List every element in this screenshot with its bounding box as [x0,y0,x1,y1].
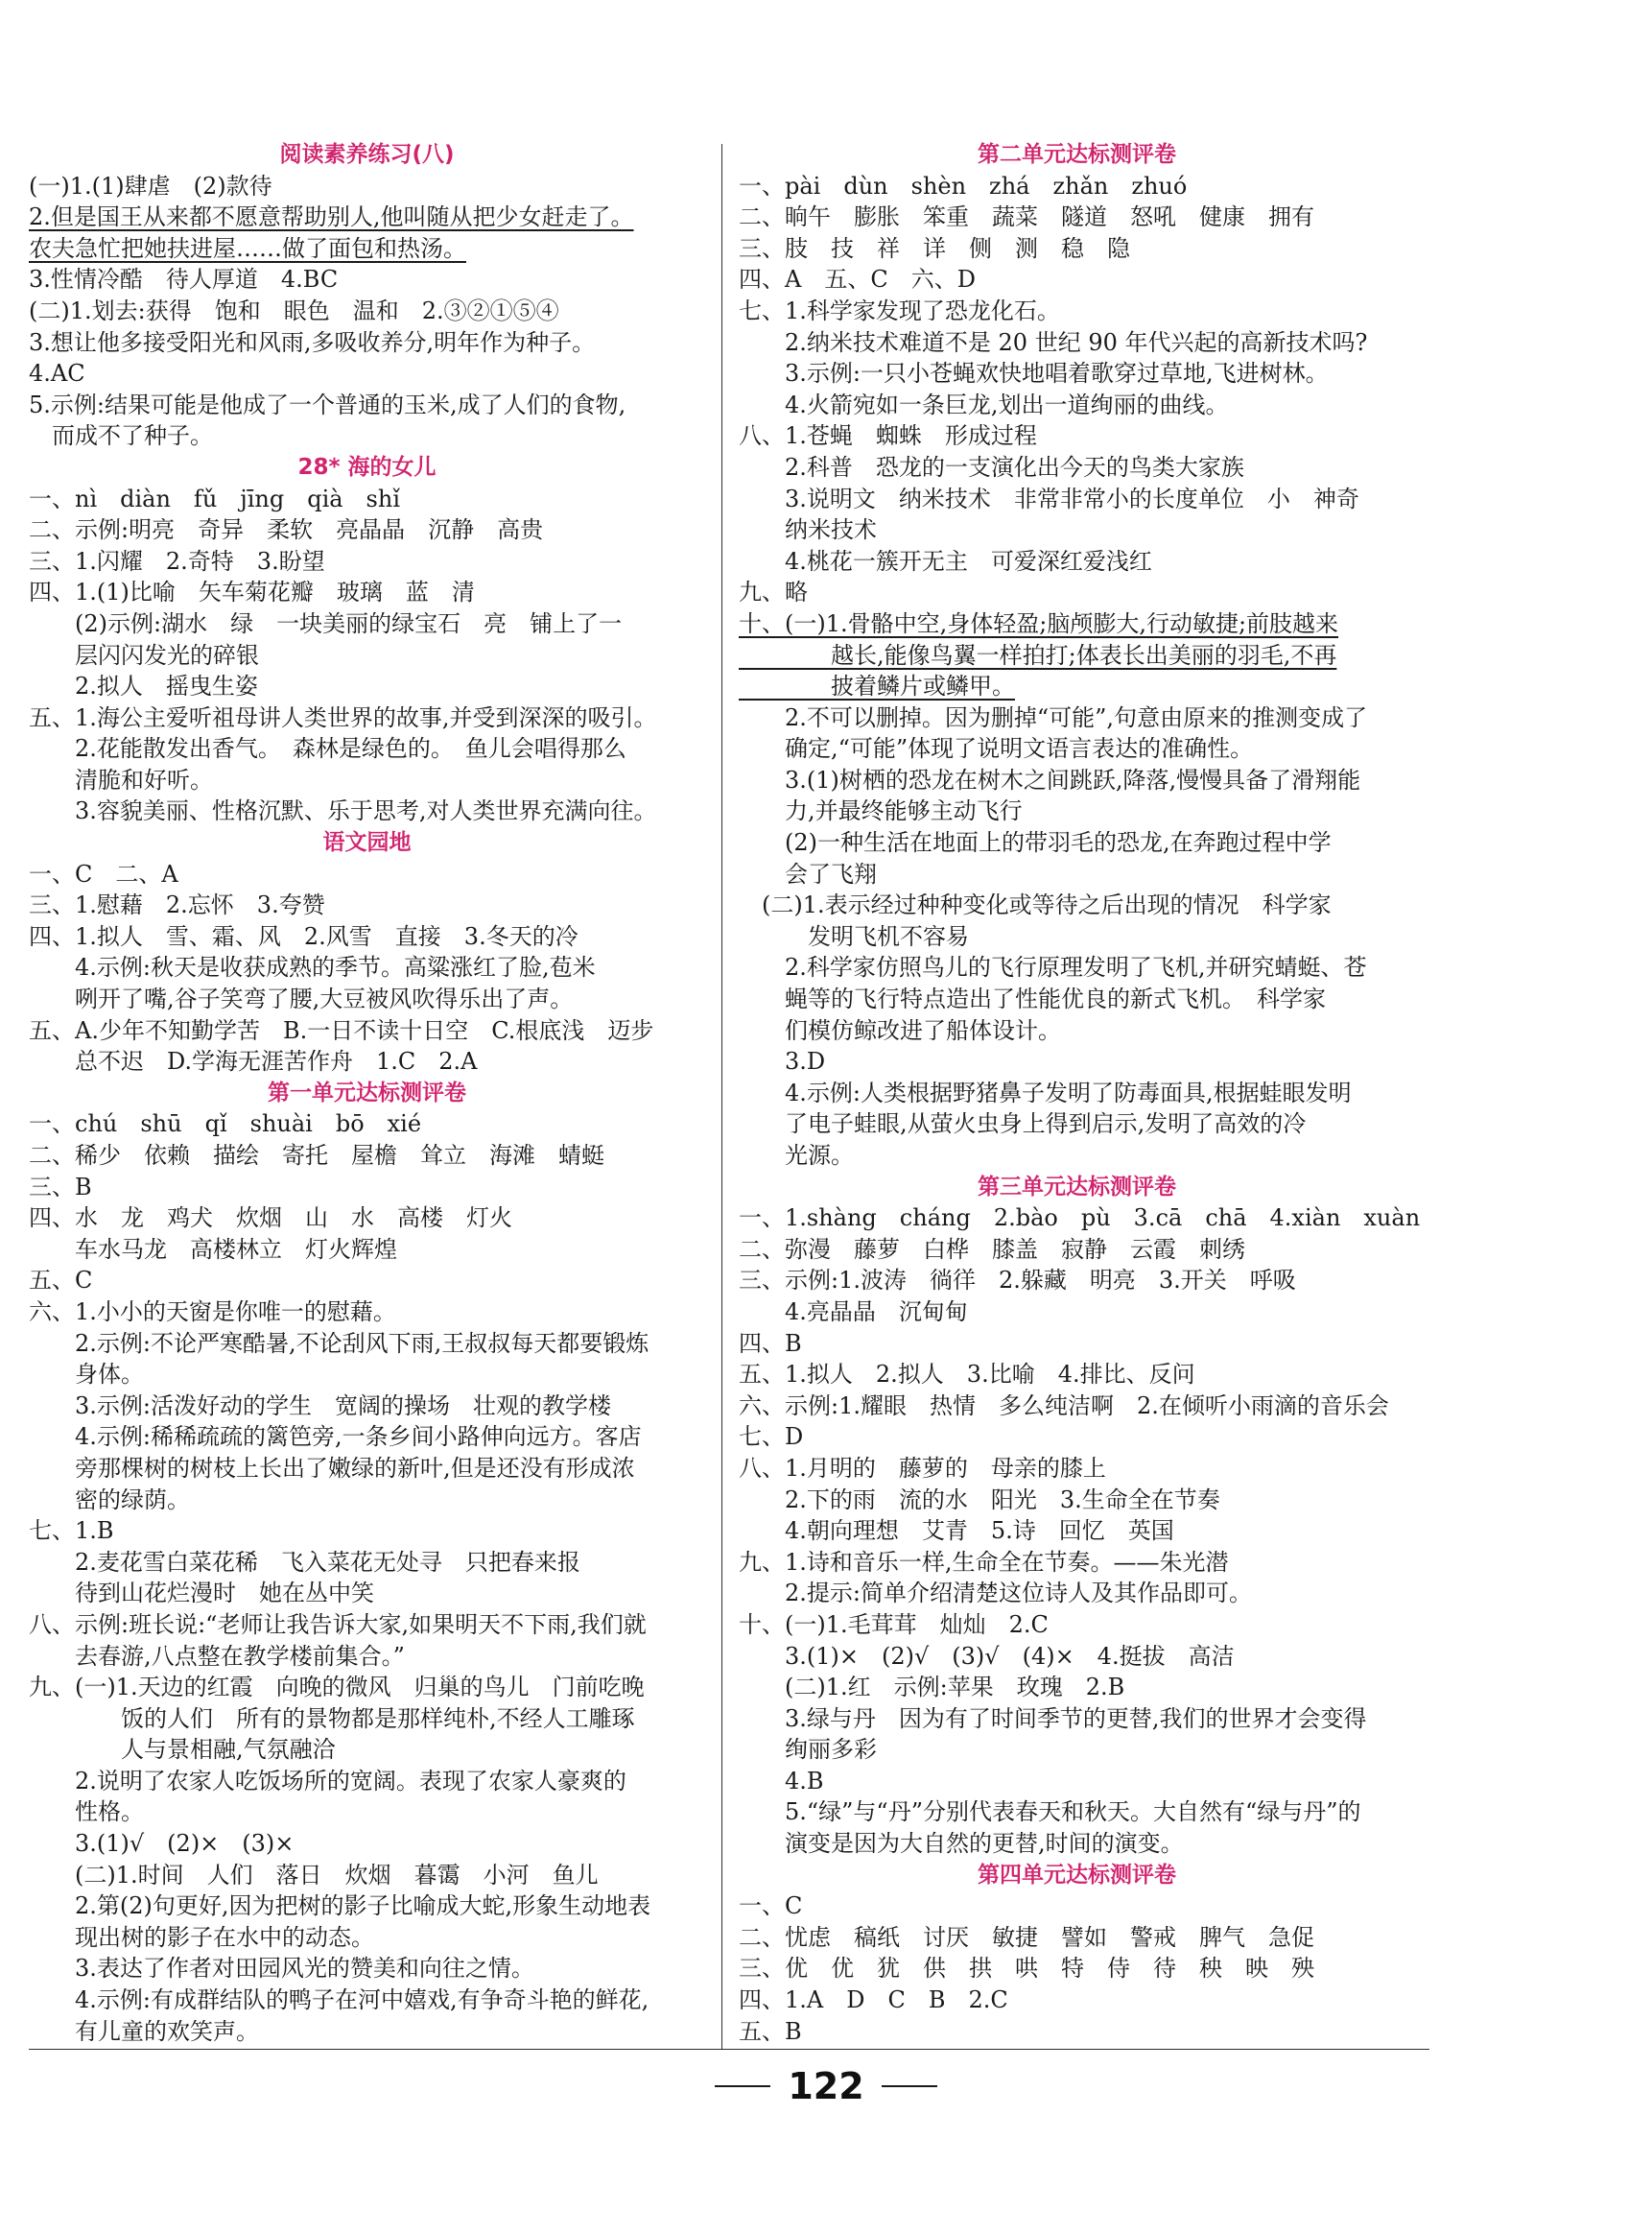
answer-line [29,202,705,233]
answer-text: 3.表达了作者对田园风光的赞美和向往之情。 [29,1955,534,1983]
answer-line [739,702,1415,734]
answer-text: 确定,“可能”体现了说明文语言表达的准确性。 [739,735,1254,763]
answer-text: 清脆和好听。 [29,766,213,794]
answer-text: 2.下的雨 流的水 阳光 3.生命全在节奏 [739,1485,1220,1513]
section-heading [29,827,705,859]
section-heading-text: 第二单元达标测评卷 [978,142,1176,167]
answer-line [29,577,705,608]
section-heading [29,452,705,484]
answer-text: 一、pài dùn shèn zhá zhǎn zhuó [739,172,1188,200]
answer-text: 咧开了嘴,谷子笑弯了腰,大豆被风吹得乐出了声。 [29,986,574,1013]
answer-text: 一、C [739,1892,803,1920]
answer-text: 3.D [739,1048,826,1076]
section-heading-text: 第三单元达标测评卷 [978,1174,1176,1200]
answer-text: 八、1.苍蝇 蜘蛛 形成过程 [739,422,1037,450]
answer-line [29,327,705,359]
answer-line [739,1953,1415,1984]
answer-line [739,796,1415,827]
answer-text: 4.B [739,1767,824,1794]
answer-line [739,358,1415,390]
answer-line [29,1172,705,1203]
answer-text: 十、(一)1.骨骼中空,身体轻盈;脑颅膨大,行动敏捷;前肢越来 [739,609,1339,637]
section-heading-text: 第四单元达标测评卷 [978,1862,1176,1888]
answer-line [29,1140,705,1172]
answer-text: 三、优 优 犹 供 拱 哄 特 侍 待 秧 映 殃 [739,1955,1314,1983]
answer-text: (2)一种生活在地面上的带羽毛的恐龙,在奔跑过程中学 [739,829,1332,857]
answer-text: 三、肢 技 祥 详 侧 测 稳 隐 [739,234,1130,262]
answer-line [739,1234,1415,1266]
answer-line [739,1547,1415,1579]
answer-line [739,1672,1415,1703]
answer-text: 3.(1)√ (2)× (3)× [29,1830,295,1858]
answer-text: 一、C 二、A [29,860,178,888]
answer-line [739,890,1415,921]
answer-text: 3.示例:一只小苍蝇欢快地唱着歌穿过草地,飞进树林。 [739,360,1329,388]
answer-line [739,859,1415,891]
answer-line [739,1485,1415,1516]
answer-line [739,1265,1415,1296]
answer-line [29,733,705,765]
answer-text: 一、nì diàn fǔ jīng qià shǐ [29,485,401,512]
answer-text: 4.AC [29,360,85,388]
answer-text: 现出树的影子在水中的动态。 [29,1923,374,1951]
answer-line [29,765,705,796]
answer-text: 三、1.慰藉 2.忘怀 3.夸赞 [29,891,325,919]
answer-line [739,1202,1421,1234]
answer-line [29,1922,705,1954]
answer-line [739,1140,1415,1172]
answer-text: 4.示例:秋天是收获成熟的季节。高粱涨红了脸,苞米 [29,954,596,982]
answer-line [739,952,1415,984]
answer-text: 四、1.(1)比喻 矢车菊花瓣 玻璃 蓝 清 [29,579,475,606]
answer-text: 而成不了种子。 [29,422,213,450]
answer-text: (二)1.表示经过种种变化或等待之后出现的情况 科学家 [739,891,1332,919]
answer-line [739,327,1415,359]
answer-line [739,1390,1415,1422]
answer-line [739,1703,1415,1735]
answer-line [739,1828,1415,1860]
answer-line [29,546,705,578]
answer-text: 3.性情冷酷 待人厚道 4.BC [29,266,339,294]
answer-line [29,514,705,546]
answer-line [739,1078,1415,1109]
answer-line [29,1485,705,1516]
answer-text: 2.不可以删掉。因为删掉“可能”,句意由原来的推测变成了 [739,703,1368,731]
answer-line [29,264,705,296]
answer-text: 七、D [739,1423,804,1451]
answer-line [739,452,1415,484]
answer-line [739,1766,1415,1797]
answer-line [29,1984,705,2016]
answer-text: 二、稀少 依赖 描绘 寄托 屋檐 耸立 海滩 蜻蜓 [29,1142,604,1169]
answer-text: 光源。 [739,1142,854,1169]
answer-text: 四、水 龙 鸡犬 炊烟 山 水 高楼 灯火 [29,1204,512,1232]
answer-text: (二)1.时间 人们 落日 炊烟 暮霭 小河 鱼儿 [29,1861,599,1889]
answer-line [29,952,705,984]
answer-line [739,608,1415,640]
answer-line [739,2016,1415,2048]
section-heading [739,1172,1415,1203]
answer-line [29,1609,705,1641]
column-divider [721,144,722,2049]
answer-line [739,640,1415,672]
answer-line [739,546,1415,578]
answer-text: 密的绿荫。 [29,1485,190,1513]
answer-text: 越长,能像鸟翼一样拍打;体表长出美丽的羽毛,不再 [739,641,1337,669]
answer-text: 待到山花烂漫时 她在丛中笑 [29,1580,374,1607]
answer-line [29,484,705,515]
answer-line [739,390,1415,421]
answer-line [29,1828,705,1860]
answer-line [739,202,1415,233]
section-heading-text: 28* 海的女儿 [297,454,437,480]
bottom-rule [29,2049,1429,2050]
answer-line [29,1890,705,1922]
answer-text: 二、示例:明亮 奇异 柔软 亮晶晶 沉静 高贵 [29,516,544,544]
answer-text: (二)1.划去:获得 饱和 眼色 温和 2.③②①⑤④ [29,297,559,324]
answer-line [739,1108,1415,1140]
answer-text: 有儿童的欢笑声。 [29,2017,259,2045]
answer-text: 们模仿鲸改进了船体设计。 [739,1016,1061,1044]
answer-line [739,765,1415,796]
section-heading [29,139,705,171]
answer-line [739,1734,1415,1766]
answer-text: 七、1.B [29,1517,114,1545]
answer-line [29,1734,705,1766]
answer-line [29,921,705,953]
answer-line [739,733,1415,765]
answer-line [739,514,1415,546]
answer-line [29,1234,705,1266]
left-answer-column [29,139,705,2047]
section-heading [739,139,1415,171]
answer-line [29,1265,705,1296]
answer-text: 2.第(2)句更好,因为把树的影子比喻成大蛇,形象生动地表 [29,1892,651,1920]
answer-text: 五、C [29,1267,93,1295]
answer-text: 二、晌午 膨胀 笨重 蔬菜 隧道 怒吼 健康 拥有 [739,203,1314,231]
answer-line [29,1046,705,1078]
answer-text: 2.说明了农家人吃饭场所的宽阔。表现了农家人豪爽的 [29,1767,626,1794]
section-heading-text: 语文园地 [322,830,412,856]
answer-text: 六、示例:1.耀眼 热情 多么纯洁啊 2.在倾听小雨滴的音乐会 [739,1391,1389,1419]
answer-text: 纳米技术 [739,516,877,544]
answer-text: 会了飞翔 [739,860,877,888]
answer-line [29,1578,705,1609]
answer-line [739,264,1415,296]
answer-line [739,171,1415,202]
answer-line [739,1578,1415,1609]
answer-line [739,827,1415,859]
answer-text: 总不迟 D.学海无涯苦作舟 1.C 2.A [29,1048,478,1076]
answer-line [29,1796,705,1828]
answer-text: 十、(一)1.毛茸茸 灿灿 2.C [739,1610,1049,1638]
answer-line [739,671,1415,702]
answer-text: 四、1.拟人 雪、霜、风 2.风雪 直接 3.冬天的冷 [29,922,578,950]
answer-text: 一、1.shàng cháng 2.bào pù 3.cā chā 4.xiàn xuàn [739,1204,1421,1232]
answer-text: 身体。 [29,1361,144,1389]
answer-text: 4.桃花一簇开无主 可爱深红爱浅红 [739,547,1152,575]
answer-text: 5.示例:结果可能是他成了一个普通的玉米,成了人们的食物, [29,391,626,418]
answer-line [29,796,705,827]
answer-text: 演变是因为大自然的更替,时间的演变。 [739,1830,1184,1858]
answer-line [29,640,705,672]
answer-text: 四、1.A D C B 2.C [739,1986,1008,2014]
answer-line [29,984,705,1015]
answer-line [29,890,705,921]
answer-line [29,1672,705,1703]
answer-text: 性格。 [29,1798,144,1826]
answer-text: 五、B [739,2017,802,2045]
answer-text: 4.示例:人类根据野猪鼻子发明了防毒面具,根据蛙眼发明 [739,1079,1352,1106]
answer-text: 层闪闪发光的碎银 [29,641,259,669]
answer-text: 4.示例:有成群结队的鸭子在河中嬉戏,有争奇斗艳的鲜花, [29,1986,649,2014]
answer-line [29,296,705,327]
answer-line [29,671,705,702]
answer-line [739,1641,1415,1673]
answer-line [739,1296,1415,1328]
answer-line [739,484,1415,515]
answer-line [29,171,705,202]
answer-line [739,296,1415,327]
answer-text: 2.麦花雪白菜花稀 飞入菜花无处寻 只把春来报 [29,1548,580,1576]
answer-line [29,2016,705,2048]
answer-text: 2.示例:不论严寒酷暑,不论刮风下雨,王叔叔每天都要锻炼 [29,1329,649,1357]
answer-line [29,1515,705,1547]
answer-text: (一)1.(1)肆虐 (2)款待 [29,172,272,200]
right-answer-column [739,139,1421,2047]
answer-text: 三、B [29,1173,92,1200]
answer-text: 人与景相融,气氛融洽 [29,1736,336,1764]
answer-text: 发明飞机不容易 [739,922,969,950]
answer-text: 3.绿与丹 因为有了时间季节的更替,我们的世界才会变得 [739,1704,1367,1732]
answer-line [739,1328,1415,1360]
answer-line [739,984,1415,1015]
answer-line [739,420,1415,452]
answer-text: 五、A.少年不知勤学苦 B.一日不读十日空 C.根底浅 迈步 [29,1016,654,1044]
answer-text: 4.示例:稀稀疏疏的篱笆旁,一条乡间小路伸向远方。客店 [29,1423,642,1451]
answer-text: 3.想让他多接受阳光和风雨,多吸收养分,明年作为种子。 [29,328,596,356]
answer-line [29,358,705,390]
answer-line [739,1453,1415,1485]
answer-line [739,1359,1415,1390]
answer-text: 八、1.月明的 藤萝的 母亲的膝上 [739,1454,1106,1482]
answer-line [29,1390,705,1422]
answer-text: 四、A 五、C 六、D [739,266,976,294]
answer-text: 3.容貌美丽、性格沉默、乐于思考,对人类世界充满向往。 [29,797,657,825]
answer-text: 3.说明文 纳米技术 非常非常小的长度单位 小 神奇 [739,485,1359,512]
answer-text: 2.但是国王从来都不愿意帮助别人,他叫随从把少女赶走了。 [29,203,634,231]
answer-line [29,702,705,734]
answer-text: 一、chú shū qǐ shuài bō xié [29,1110,422,1138]
answer-line [739,1015,1415,1047]
answer-text: 三、示例:1.波涛 徜徉 2.躲藏 明亮 3.开关 呼吸 [739,1267,1296,1295]
answer-line [29,1421,705,1453]
answer-line [29,1359,705,1390]
answer-text: 2.提示:简单介绍清楚这位诗人及其作品即可。 [739,1580,1252,1607]
answer-line [739,1796,1415,1828]
answer-text: 4.朝向理想 艾青 5.诗 回忆 英国 [739,1517,1174,1545]
answer-text: 农夫急忙把她扶进屋……做了面包和热汤。 [29,234,466,262]
page-number: 122 [788,2065,864,2107]
answer-line [29,1108,705,1140]
answer-line [29,1860,705,1891]
answer-line [739,1609,1415,1641]
answer-text: 饭的人们 所有的景物都是那样纯朴,不经人工雕琢 [29,1704,635,1732]
page-number-dash-right [882,2085,937,2087]
answer-text: 绚丽多彩 [739,1736,877,1764]
answer-text: 披着鳞片或鳞甲。 [739,673,1015,701]
answer-text: 九、1.诗和音乐一样,生命全在节奏。——朱光潜 [739,1548,1229,1576]
answer-line [29,1766,705,1797]
answer-text: 2.科学家仿照鸟儿的飞行原理发明了飞机,并研究蜻蜓、苍 [739,954,1367,982]
answer-text: 二、弥漫 藤萝 白桦 膝盖 寂静 云霞 刺绣 [739,1235,1245,1263]
answer-text: 四、B [739,1329,802,1357]
answer-line [29,1328,705,1360]
answer-line [739,1046,1415,1078]
answer-line [29,1015,705,1047]
answer-text: 了电子蛙眼,从萤火虫身上得到启示,发明了高效的冷 [739,1110,1307,1138]
answer-text: 3.(1)树栖的恐龙在树木之间跳跃,降落,慢慢具备了滑翔能 [739,766,1361,794]
answer-line [29,1953,705,1984]
answer-line [29,1547,705,1579]
answer-text: 2.科普 恐龙的一支演化出今天的鸟类大家族 [739,453,1244,481]
answer-text: 六、1.小小的天窗是你唯一的慰藉。 [29,1297,396,1325]
answer-line [739,1515,1415,1547]
answer-line [29,1703,705,1735]
answer-text: 八、示例:班长说:“老师让我告诉大家,如果明天不下雨,我们就 [29,1610,647,1638]
answer-line [739,921,1415,953]
answer-text: 三、1.闪耀 2.奇特 3.盼望 [29,547,325,575]
answer-text: 去春游,八点整在教学楼前集合。” [29,1642,405,1670]
answer-text: 5.“绿”与“丹”分别代表春天和秋天。大自然有“绿与丹”的 [739,1798,1361,1826]
section-heading [29,1078,705,1109]
answer-line [739,1421,1415,1453]
answer-text: 力,并最终能够主动飞行 [739,797,1023,825]
answer-text: 七、1.科学家发现了恐龙化石。 [739,297,1060,324]
page-number-dash-left [715,2085,770,2087]
answer-text: 旁那棵树的树枝上长出了嫩绿的新叶,但是还没有形成浓 [29,1454,635,1482]
answer-text: 3.示例:活泼好动的学生 宽阔的操场 壮观的教学楼 [29,1391,611,1419]
answer-line [739,577,1415,608]
answer-text: 2.拟人 摇曳生姿 [29,673,258,701]
answer-line [29,233,705,265]
answer-text: 3.(1)× (2)√ (3)√ (4)× 4.挺拔 高洁 [739,1642,1235,1670]
answer-text: 九、略 [739,579,808,606]
answer-line [739,1922,1415,1954]
answer-text: 车水马龙 高楼林立 灯火辉煌 [29,1235,397,1263]
answer-text: 蝇等的飞行特点造出了性能优良的新式飞机。 科学家 [739,986,1326,1013]
answer-text: (2)示例:湖水 绿 一块美丽的绿宝石 亮 铺上了一 [29,609,623,637]
answer-line [29,1202,705,1234]
page-number-footer [0,2065,1652,2107]
answer-line [29,1453,705,1485]
answer-line [739,1890,1415,1922]
section-heading-text: 第一单元达标测评卷 [268,1080,466,1105]
section-heading [739,1860,1415,1891]
answer-line [29,1296,705,1328]
answer-line [29,1641,705,1673]
answer-line [29,420,705,452]
answer-text: 4.火箭宛如一条巨龙,划出一道绚丽的曲线。 [739,391,1229,418]
answer-text: (二)1.红 示例:苹果 玫瑰 2.B [739,1674,1125,1701]
section-heading-text: 阅读素养练习(八) [279,142,455,167]
answer-line [739,233,1415,265]
answer-line [739,1984,1415,2016]
answer-text: 2.花能散发出香气。 森林是绿色的。 鱼儿会唱得那么 [29,735,626,763]
answer-text: 2.纳米技术难道不是 20 世纪 90 年代兴起的高新技术吗? [739,328,1368,356]
answer-text: 4.亮晶晶 沉甸甸 [739,1297,968,1325]
answer-text: 二、忧虑 稿纸 讨厌 敏捷 譬如 警戒 脾气 急促 [739,1923,1314,1951]
answer-line [29,608,705,640]
answer-text: 五、1.海公主爱听祖母讲人类世界的故事,并受到深深的吸引。 [29,703,657,731]
answer-text: 九、(一)1.天边的红霞 向晚的微风 归巢的鸟儿 门前吃晚 [29,1674,645,1701]
answer-line [29,390,705,421]
answer-line [29,859,705,891]
answer-text: 五、1.拟人 2.拟人 3.比喻 4.排比、反问 [739,1361,1195,1389]
